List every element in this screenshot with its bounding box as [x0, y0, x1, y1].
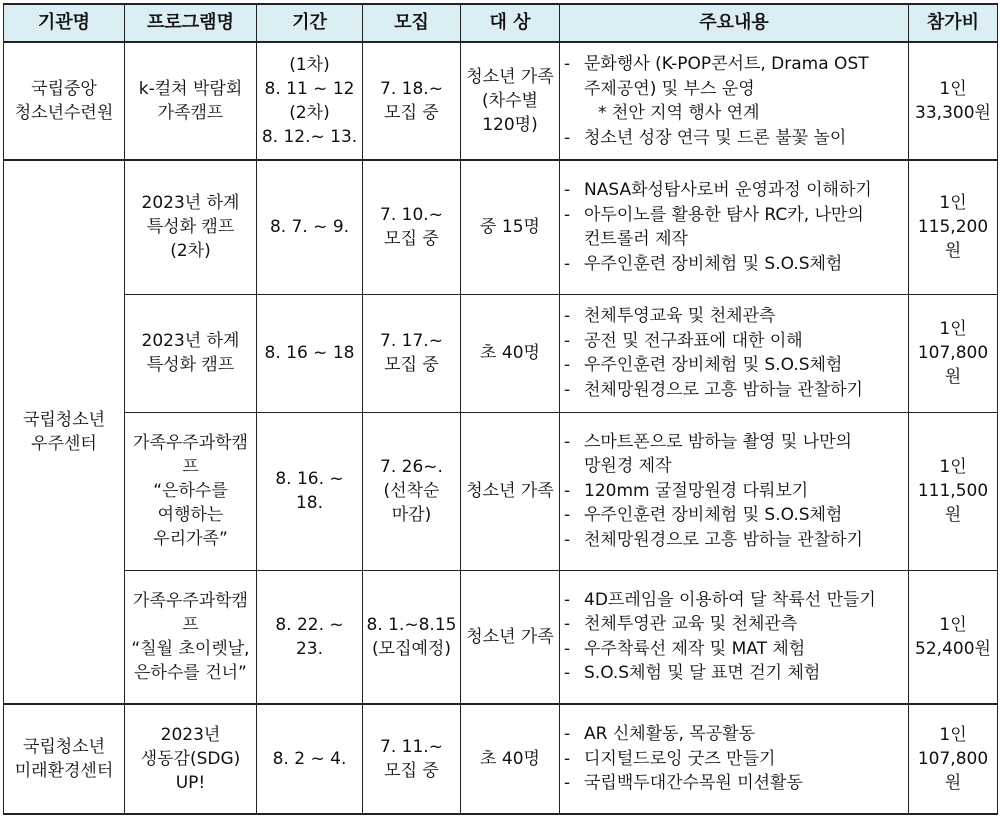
fee-cell-line: 52,400원 — [915, 638, 991, 659]
program-cell-line: 가족우주과학캠 — [133, 433, 248, 453]
target-cell-line: 청소년 가족 — [466, 626, 554, 647]
bullet-dash: - — [564, 505, 571, 526]
table-row — [4, 294, 998, 412]
content-item-text: 공전 및 전구좌표에 대한 이해 — [584, 330, 803, 351]
bullet-dash: - — [564, 180, 571, 201]
bullet-dash: - — [564, 480, 571, 501]
content-item — [564, 252, 906, 277]
content-cell — [560, 42, 909, 160]
org-cell — [4, 704, 125, 814]
recruit-cell-line: 7. 18.~ — [380, 79, 443, 99]
period-cell-line: 8. 22. ~ 23. — [275, 614, 344, 659]
content-item — [564, 126, 906, 151]
target-cell — [461, 294, 560, 412]
bullet-dash: - — [564, 306, 571, 326]
period-cell-line: 8. 12.~ 13. — [261, 127, 358, 147]
content-cell — [560, 570, 909, 704]
recruit-cell-line: 7. 11.~ — [380, 737, 443, 757]
recruit-cell-line: 마감) — [391, 505, 432, 525]
recruit-cell-line: (모집예정) — [372, 638, 451, 659]
program-cell-line: (2차) — [170, 241, 211, 262]
bullet-dash: - — [564, 614, 571, 635]
program-cell-line: UP! — [175, 773, 206, 793]
content-item-text: 천체망원경으로 고흥 밤하늘 관찰하기 — [584, 379, 863, 400]
content-item — [564, 378, 906, 403]
program-cell — [125, 412, 257, 570]
content-item — [564, 101, 906, 126]
program-cell — [125, 160, 257, 294]
content-item-text: 주제공연) 및 부스 운영 — [584, 78, 755, 99]
recruit-cell-line: 7. 17.~ — [380, 331, 443, 351]
fee-cell — [909, 160, 998, 294]
content-item — [564, 637, 906, 662]
header-program: 프로그램명 — [125, 4, 257, 42]
program-cell-line: 은하수를 건너” — [134, 662, 247, 683]
bullet-dash: - — [564, 529, 571, 550]
period-cell — [257, 570, 363, 704]
content-item — [564, 353, 906, 378]
program-cell-line: 우리가족” — [153, 529, 228, 549]
content-item-text: 문화행사 (K-POP콘서트, Drama OST — [584, 54, 869, 74]
org-cell — [4, 160, 125, 704]
content-cell — [560, 704, 909, 814]
fee-cell-line: 107,800원 — [917, 343, 989, 387]
content-item-text: S.O.S체험 및 달 표면 걷기 체험 — [584, 663, 821, 684]
fee-cell-line: 111,500원 — [917, 481, 989, 525]
recruit-cell-line: 8. 1.~8.15 — [366, 614, 457, 635]
content-item — [564, 612, 906, 637]
recruit-cell — [363, 412, 461, 570]
content-item — [564, 661, 906, 686]
program-cell — [125, 294, 257, 412]
fee-cell-line: 33,300원 — [915, 103, 991, 123]
header-period: 기간 — [257, 4, 363, 42]
period-cell-line: 8. 16. ~ 18. — [275, 469, 344, 513]
content-item-text: 우주인훈련 장비체험 및 S.O.S체험 — [584, 355, 843, 375]
program-cell-line: k-컬쳐 박람회 — [138, 79, 243, 99]
fee-cell-line: 107,800원 — [917, 749, 989, 793]
bullet-dash: - — [564, 127, 571, 148]
fee-cell-line: 1인 — [939, 457, 967, 477]
fee-cell — [909, 412, 998, 570]
recruit-cell — [363, 704, 461, 814]
fee-cell-line: 1인 — [939, 614, 967, 635]
bullet-dash: - — [564, 379, 571, 400]
bullet-dash: - — [564, 748, 571, 769]
recruit-cell — [363, 160, 461, 294]
fee-cell — [909, 294, 998, 412]
org-cell — [4, 42, 125, 160]
period-cell — [257, 294, 363, 412]
program-cell — [125, 704, 257, 814]
content-item — [564, 722, 906, 747]
header-content: 주요내용 — [560, 4, 909, 42]
bullet-dash: - — [564, 663, 571, 684]
content-item-text: 천체망원경으로 고흥 밤하늘 관찰하기 — [584, 529, 863, 550]
content-item — [564, 430, 906, 455]
bullet-dash: - — [564, 54, 571, 74]
header-fee: 참가비 — [909, 4, 998, 42]
org-cell-line: 미래환경센터 — [14, 761, 114, 781]
content-item — [564, 77, 906, 102]
program-cell-line: 2023년 — [160, 725, 221, 745]
content-item-text: 컨트롤러 제작 — [584, 229, 688, 250]
org-cell-line: 우주센터 — [31, 434, 97, 454]
recruit-cell-line: 모집 중 — [384, 355, 439, 375]
header-recruit: 모집 — [363, 4, 461, 42]
program-cell-line: 가족우주과학캠 — [133, 590, 248, 611]
program-cell-line: 프 — [182, 457, 199, 477]
content-item — [564, 203, 906, 228]
content-item-text: 망원경 제작 — [584, 456, 672, 477]
table-row — [4, 704, 998, 814]
bullet-dash: - — [564, 253, 571, 274]
program-cell-line: 2023년 하계 — [141, 331, 240, 351]
table-row — [4, 42, 998, 160]
target-cell-line: 청소년 가족 — [466, 67, 554, 87]
period-cell-line: 8. 2 ~ 4. — [272, 749, 347, 769]
content-item — [564, 227, 906, 252]
recruit-cell-line: (선착순 — [383, 481, 440, 501]
period-cell-line: (2차) — [289, 103, 330, 123]
table-row — [4, 160, 998, 294]
period-cell-line: (1차) — [289, 55, 330, 75]
content-cell — [560, 412, 909, 570]
recruit-cell — [363, 294, 461, 412]
header-target: 대 상 — [461, 4, 560, 42]
fee-cell — [909, 42, 998, 160]
content-item-text: 스마트폰으로 밤하늘 촬영 및 나만의 — [584, 431, 852, 452]
target-cell-line: (차수별 — [482, 91, 538, 111]
recruit-cell-line: 모집 중 — [384, 761, 439, 781]
content-item — [564, 178, 906, 203]
org-cell-line: 국립중앙 — [31, 79, 97, 99]
content-item — [564, 588, 906, 613]
recruit-cell-line: 7. 26~. — [380, 457, 443, 477]
content-item — [564, 329, 906, 354]
target-cell-line: 청소년 가족 — [466, 481, 554, 501]
content-cell — [560, 160, 909, 294]
fee-cell-line: 1인 — [939, 193, 967, 214]
period-cell-line: 8. 11 ~ 12 — [264, 79, 355, 99]
content-item-text: 아두이노를 활용한 탐사 RC카, 나만의 — [584, 204, 864, 225]
content-item-text: AR 신체활동, 목공활동 — [584, 724, 756, 745]
recruit-cell-line: 7. 10.~ — [380, 205, 443, 226]
content-item-text: 우주착륙선 제작 및 MAT 체험 — [584, 638, 806, 659]
target-cell — [461, 160, 560, 294]
target-cell — [461, 412, 560, 570]
content-item — [564, 454, 906, 479]
program-cell-line: 프 — [182, 614, 199, 635]
bullet-dash: - — [564, 724, 571, 745]
bullet-dash: - — [564, 589, 571, 610]
content-item — [564, 52, 906, 77]
bullet-dash: - — [564, 638, 571, 659]
bullet-dash: - — [564, 773, 571, 794]
content-item-text: 천체투영교육 및 천체관측 — [584, 306, 776, 326]
table-row — [4, 412, 998, 570]
content-item-text: 우주인훈련 장비체험 및 S.O.S체험 — [584, 253, 843, 274]
recruit-cell-line: 모집 중 — [384, 229, 439, 250]
fee-cell-line: 1인 — [939, 79, 967, 99]
period-cell-line: 8. 7. ~ 9. — [269, 217, 350, 238]
period-cell-line: 8. 16 ~ 18 — [264, 343, 355, 363]
period-cell — [257, 160, 363, 294]
content-item-text: 디지털드로잉 굿즈 만들기 — [584, 748, 776, 769]
fee-cell-line: 1인 — [939, 319, 967, 339]
content-item-text: 국립백두대간수목원 미션활동 — [584, 773, 803, 794]
content-item-text: * 천안 지역 행사 연계 — [598, 103, 760, 123]
program-cell-line: 특성화 캠프 — [146, 217, 235, 238]
fee-cell — [909, 570, 998, 704]
header-row — [4, 4, 998, 42]
program-cell-line: 특성화 캠프 — [146, 355, 235, 375]
target-cell-line: 중 15명 — [480, 217, 540, 238]
period-cell — [257, 42, 363, 160]
target-cell-line: 초 40명 — [480, 343, 540, 363]
program-cell-line: 가족캠프 — [157, 103, 224, 123]
content-item-text: 청소년 성장 연극 및 드론 불꽃 놀이 — [584, 127, 847, 148]
bullet-dash: - — [564, 204, 571, 225]
program-cell-line: “칠월 초이렛날, — [131, 638, 250, 659]
bullet-dash: - — [564, 355, 571, 375]
recruit-cell — [363, 570, 461, 704]
program-cell-line: 생동감(SDG) — [140, 749, 241, 769]
program-table — [3, 3, 998, 815]
fee-cell-line: 1인 — [939, 725, 967, 745]
header-org: 기관명 — [4, 4, 125, 42]
content-item-text: 우주인훈련 장비체험 및 S.O.S체험 — [584, 505, 843, 526]
content-item — [564, 747, 906, 772]
content-item-text: 4D프레임을 이용하여 달 착륙선 만들기 — [584, 589, 876, 610]
content-item — [564, 528, 906, 553]
content-item-text: 천체투영관 교육 및 천체관측 — [584, 614, 798, 635]
recruit-cell — [363, 42, 461, 160]
content-item — [564, 771, 906, 796]
org-cell-line: 청소년수련원 — [14, 103, 114, 123]
period-cell — [257, 412, 363, 570]
bullet-dash: - — [564, 330, 571, 351]
target-cell-line: 초 40명 — [480, 749, 540, 769]
bullet-dash: - — [564, 431, 571, 452]
program-cell-line: 2023년 하계 — [141, 193, 240, 214]
org-cell-line: 국립청소년 — [22, 737, 106, 757]
fee-cell — [909, 704, 998, 814]
program-cell-line: 여행하는 — [157, 505, 224, 525]
table-row — [4, 570, 998, 704]
target-cell — [461, 42, 560, 160]
content-item — [564, 479, 906, 504]
table-body — [4, 42, 998, 814]
recruit-cell-line: 모집 중 — [384, 103, 439, 123]
content-item — [564, 503, 906, 528]
fee-cell-line: 115,200원 — [917, 217, 989, 262]
target-cell — [461, 570, 560, 704]
org-cell-line: 국립청소년 — [22, 410, 106, 430]
content-item — [564, 304, 906, 329]
program-cell — [125, 42, 257, 160]
program-cell-line: “은하수를 — [153, 481, 228, 501]
period-cell — [257, 704, 363, 814]
target-cell — [461, 704, 560, 814]
content-item-text: 120mm 굴절망원경 다뤄보기 — [584, 480, 809, 501]
content-cell — [560, 294, 909, 412]
program-cell — [125, 570, 257, 704]
content-item-text: NASA화성탐사로버 운영과정 이해하기 — [584, 180, 872, 201]
target-cell-line: 120명) — [482, 115, 538, 135]
